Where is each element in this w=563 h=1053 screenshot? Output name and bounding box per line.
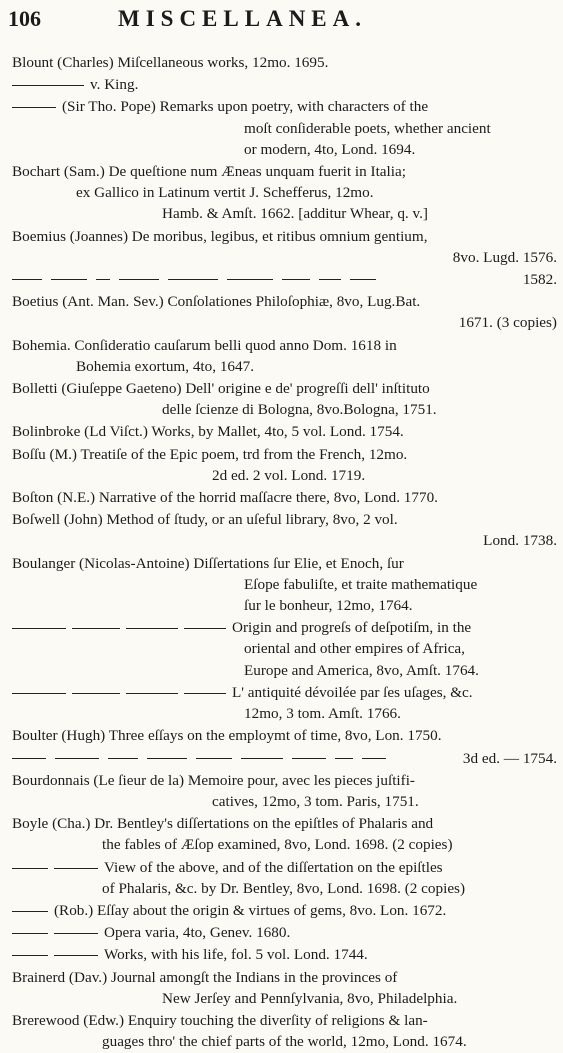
ditto-dash bbox=[362, 758, 386, 759]
entry-line: View of the above, and of the diſſertation on the epiſtles bbox=[104, 858, 443, 876]
running-title: MISCELLANEA. bbox=[118, 6, 368, 31]
catalogue-entry bbox=[12, 967, 557, 1009]
entry-line: ſur le bonheur, 12mo, 1764. bbox=[244, 597, 413, 615]
ditto-dash bbox=[12, 933, 48, 934]
ditto-dash bbox=[282, 279, 310, 280]
catalogue-entry bbox=[12, 617, 557, 681]
ditto-dash bbox=[319, 279, 341, 280]
ditto-dash bbox=[335, 758, 353, 759]
entry-line: Bohemia. Conſideratio cauſarum belli quod anno Dom. 1618 in bbox=[12, 336, 397, 354]
catalogue-entry bbox=[12, 725, 557, 746]
entry-line: (Sir Tho. Pope) Remarks upon poetry, with characters of the bbox=[62, 98, 429, 116]
entry-line: moſt conſiderable poets, whether ancient bbox=[244, 119, 491, 137]
catalogue-entry bbox=[12, 444, 557, 486]
entry-line: 12mo, 3 tom. Amſt. 1766. bbox=[244, 705, 401, 723]
catalogue-entry bbox=[12, 682, 557, 724]
entry-line: 1582. bbox=[522, 271, 557, 289]
ditto-dash bbox=[126, 628, 178, 629]
entry-line: of Phalaris, &c. by Dr. Bentley, 8vo, Lond. 1698. (2 copies) bbox=[102, 879, 466, 897]
entry-line: Works, with his life, fol. 5 vol. Lond. 1744. bbox=[104, 946, 368, 964]
ditto-dash bbox=[96, 279, 110, 280]
ditto-dash bbox=[241, 758, 283, 759]
entry-line: Boetius (Ant. Man. Sev.) Conſolationes Philoſophiæ, 8vo, Lug.Bat. bbox=[12, 293, 421, 311]
entry-line: the fables of Æſop examined, 8vo, Lond. 1698. (2 copies) bbox=[102, 836, 453, 854]
ditto-dash bbox=[147, 758, 187, 759]
entry-line: New Jerſey and Pennſylvania, 8vo, Philadelphia. bbox=[162, 989, 458, 1007]
ditto-dash bbox=[12, 911, 48, 912]
entry-line: Bohemia exortum, 4to, 1647. bbox=[76, 357, 255, 375]
page-number: 106 bbox=[8, 6, 41, 31]
entry-line: (Rob.) Eſſay about the origin & virtues of gems, 8vo. Lon. 1672. bbox=[54, 901, 447, 919]
entry-line: v. King. bbox=[90, 76, 139, 94]
catalogue-entry bbox=[12, 96, 557, 160]
catalogue-entry bbox=[12, 487, 557, 508]
ditto-dash bbox=[72, 693, 120, 694]
entry-line: Blount (Charles) Miſcellaneous works, 12mo. 1695. bbox=[12, 54, 329, 71]
catalogue-entry bbox=[12, 748, 557, 769]
entry-line: Brainerd (Dav.) Journal amongſt the Indians in the provinces of bbox=[12, 968, 398, 986]
catalogue-entries bbox=[12, 52, 557, 1053]
ditto-dash bbox=[54, 933, 98, 934]
ditto-dash bbox=[350, 279, 376, 280]
ditto-dash bbox=[12, 693, 66, 694]
ditto-dash bbox=[227, 279, 273, 280]
entry-line: 2d ed. 2 vol. Lond. 1719. bbox=[212, 466, 366, 484]
catalogue-entry bbox=[12, 269, 557, 290]
page-header bbox=[8, 4, 556, 44]
ditto-dash bbox=[12, 758, 46, 759]
entry-line: L' antiquité dévoilée par ſes uſages, &c. bbox=[232, 683, 473, 701]
entry-line: ex Gallico in Latinum vertit J. Schefferus, 12mo. bbox=[76, 184, 374, 202]
catalogue-entry bbox=[12, 74, 557, 95]
catalogue-entry bbox=[12, 291, 557, 333]
ditto-dash bbox=[184, 628, 226, 629]
entry-line: Lond. 1738. bbox=[483, 532, 557, 550]
entry-line: Boſwell (John) Method of ſtudy, or an uſeful library, 8vo, 2 vol. bbox=[12, 511, 398, 529]
ditto-dash bbox=[119, 279, 159, 280]
entry-line: Eſope fabuliſte, et traite mathematique bbox=[244, 575, 478, 593]
entry-line: delle ſcienze di Bologna, 8vo.Bologna, 1751. bbox=[162, 401, 437, 419]
entry-line: Bochart (Sam.) De queſtione num Æneas unquam fuerit in Italia; bbox=[12, 163, 406, 181]
ditto-dash bbox=[72, 628, 120, 629]
ditto-dash bbox=[108, 758, 138, 759]
entry-line: Europe and America, 8vo, Amſt. 1764. bbox=[244, 661, 479, 679]
catalogue-entry bbox=[12, 770, 557, 812]
entry-line: Hamb. & Amſt. 1662. [additur Whear, q. v.] bbox=[162, 205, 428, 223]
catalogue-entry bbox=[12, 553, 557, 617]
entry-line: Boulanger (Nicolas-Antoine) Diſſertations ſur Elie, et Enoch, ſur bbox=[12, 554, 404, 572]
ditto-dash bbox=[126, 693, 178, 694]
ditto-dash bbox=[54, 868, 98, 869]
ditto-dash bbox=[12, 628, 66, 629]
catalogue-entry bbox=[12, 378, 557, 420]
entry-line: Boſton (N.E.) Narrative of the horrid maſſacre there, 8vo, Lond. 1770. bbox=[12, 489, 438, 507]
ditto-dash bbox=[12, 279, 42, 280]
entry-line: 1671. (3 copies) bbox=[458, 314, 557, 332]
ditto-dash bbox=[168, 279, 218, 280]
ditto-dash bbox=[292, 758, 326, 759]
entry-line: Boſſu (M.) Treatiſe of the Epic poem, trd from the French, 12mo. bbox=[12, 445, 408, 463]
ditto-dash bbox=[54, 955, 98, 956]
catalogue-entry bbox=[12, 421, 557, 442]
entry-line: Opera varia, 4to, Genev. 1680. bbox=[104, 924, 291, 942]
entry-line: Brerewood (Edw.) Enquiry touching the diverſity of religions & lan- bbox=[12, 1011, 428, 1029]
entry-line: Boulter (Hugh) Three eſſays on the employmt of time, 8vo, Lon. 1750. bbox=[12, 727, 442, 745]
ditto-dash bbox=[51, 279, 87, 280]
ditto-dash bbox=[196, 758, 232, 759]
entry-line: guages thro' the chief parts of the world, 12mo, Lond. 1674. bbox=[102, 1033, 467, 1051]
catalogue-entry bbox=[12, 226, 557, 268]
catalogue-entry bbox=[12, 857, 557, 899]
entry-line: 3d ed. — 1754. bbox=[462, 749, 557, 767]
entry-line: catives, 12mo, 3 tom. Paris, 1751. bbox=[212, 792, 419, 810]
entry-line: 8vo. Lugd. 1576. bbox=[452, 248, 557, 266]
ditto-dash bbox=[12, 955, 48, 956]
ditto-dash bbox=[12, 85, 84, 86]
entry-line: Bolletti (Giuſeppe Gaeteno) Dell' origine e de' progreſſi dell' inſtituto bbox=[12, 380, 430, 398]
catalogue-entry bbox=[12, 1010, 557, 1052]
catalogue-entry bbox=[12, 161, 557, 225]
ditto-dash bbox=[12, 107, 56, 108]
catalogue-entry bbox=[12, 335, 557, 377]
catalogue-entry bbox=[12, 509, 557, 551]
catalogue-entry bbox=[12, 813, 557, 855]
entry-line: Origin and progreſs of deſpotiſm, in the bbox=[232, 619, 472, 637]
catalogue-entry bbox=[12, 52, 557, 73]
entry-line: or modern, 4to, Lond. 1694. bbox=[244, 140, 416, 158]
entry-line: Boyle (Cha.) Dr. Bentley's diſſertations on the epiſtles of Phalaris and bbox=[12, 815, 434, 833]
catalogue-entry bbox=[12, 944, 557, 965]
ditto-dash bbox=[55, 758, 99, 759]
ditto-dash bbox=[184, 693, 226, 694]
ditto-dash bbox=[12, 868, 48, 869]
entry-line: Bourdonnais (Le ſieur de la) Memoire pour, avec les pieces juſtifi- bbox=[12, 771, 415, 789]
entry-line: Bolinbroke (Ld Viſct.) Works, by Mallet, 4to, 5 vol. Lond. 1754. bbox=[12, 423, 404, 441]
entry-line: Boemius (Joannes) De moribus, legibus, et ritibus omnium gentium, bbox=[12, 227, 428, 245]
catalogue-entry bbox=[12, 922, 557, 943]
catalogue-entry bbox=[12, 900, 557, 921]
entry-line: oriental and other empires of Africa, bbox=[244, 640, 465, 658]
